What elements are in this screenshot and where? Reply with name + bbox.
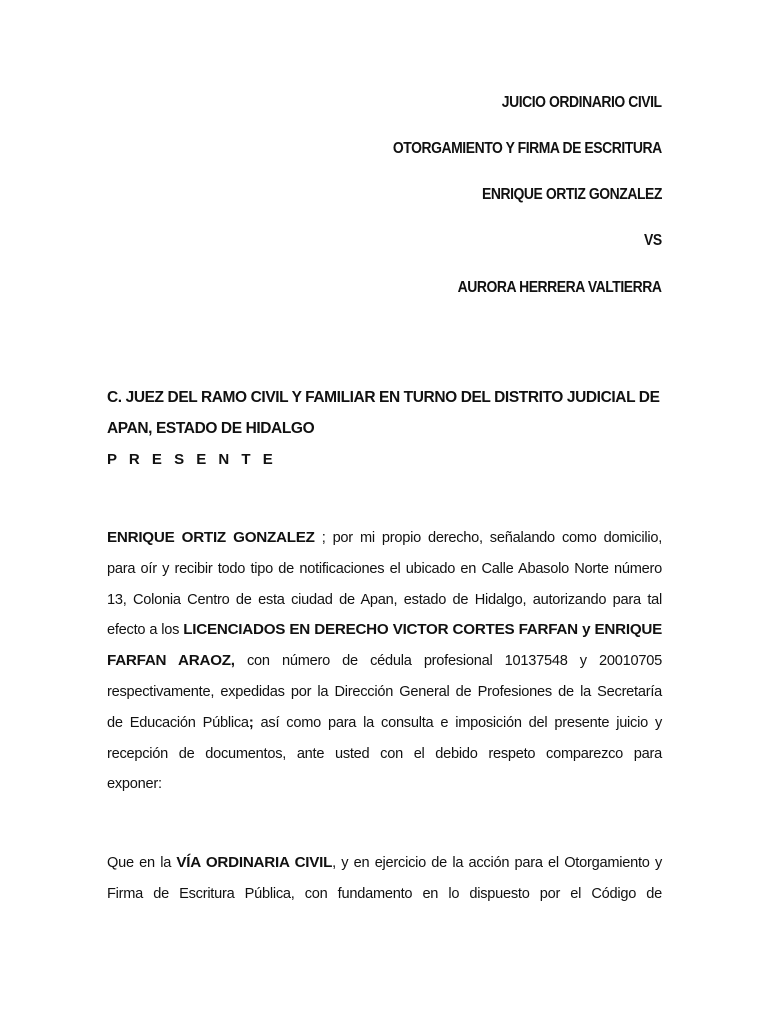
plaintiff-name: ENRIQUE ORTIZ GONZALEZ <box>107 529 315 546</box>
paragraph-line: exponer: <box>107 776 162 793</box>
paragraph-line: 13, Colonia Centro de esta ciudad de Apan, estado de Hidalgo, autorizando para tal <box>107 591 662 608</box>
paragraph-line: de Educación Pública; así como para la consulta e imposición del presente juicio y <box>107 713 662 731</box>
paragraph-line: Que en la VÍA ORDINARIA CIVIL, y en ejercicio de la acción para el Otorgamiento y <box>107 854 662 871</box>
lawyers-names: LICENCIADOS EN DERECHO VICTOR CORTES FARFAN y ENRIQUE <box>183 621 662 639</box>
paragraph-line: recepción de documentos, ante usted con el debido respeto comparezco para <box>107 745 662 762</box>
paragraph-intro <box>107 523 662 800</box>
presente-heading: P R E S E N T E <box>107 451 277 468</box>
paragraph-line: respectivamente, expedidas por la Dirección General de Profesiones de la Secretaría <box>107 683 662 700</box>
addressee-block <box>107 382 662 444</box>
versus-heading: VS <box>644 232 662 249</box>
addressee-line-1: C. JUEZ DEL RAMO CIVIL Y FAMILIAR EN TURNO DEL DISTRITO JUDICIAL DE <box>107 389 660 406</box>
addressee-line-2: APAN, ESTADO DE HIDALGO <box>107 420 315 437</box>
lawyer-surname: FARFAN ARAOZ, <box>107 652 235 670</box>
case-type-heading: JUICIO ORDINARIO CIVIL <box>502 94 662 111</box>
paragraph-line: para oír y recibir todo tipo de notificaciones el ubicado en Calle Abasolo Norte número <box>107 560 662 577</box>
procedure-type: VÍA ORDINARIA CIVIL <box>176 854 333 871</box>
case-subject-heading: OTORGAMIENTO Y FIRMA DE ESCRITURA <box>393 140 662 157</box>
paragraph-line: Firma de Escritura Pública, con fundamento en lo dispuesto por el Código de <box>107 885 662 902</box>
defendant-heading: AURORA HERRERA VALTIERRA <box>458 279 662 296</box>
paragraph-line: FARFAN ARAOZ, con número de cédula profesional 10137548 y 20010705 <box>107 652 662 670</box>
plaintiff-heading: ENRIQUE ORTIZ GONZALEZ <box>482 186 662 203</box>
paragraph-claim <box>107 848 662 910</box>
paragraph-line: ENRIQUE ORTIZ GONZALEZ ; por mi propio derecho, señalando como domicilio, <box>107 529 662 546</box>
paragraph-line: efecto a los LICENCIADOS EN DERECHO VICTOR CORTES FARFAN y ENRIQUE <box>107 621 662 639</box>
